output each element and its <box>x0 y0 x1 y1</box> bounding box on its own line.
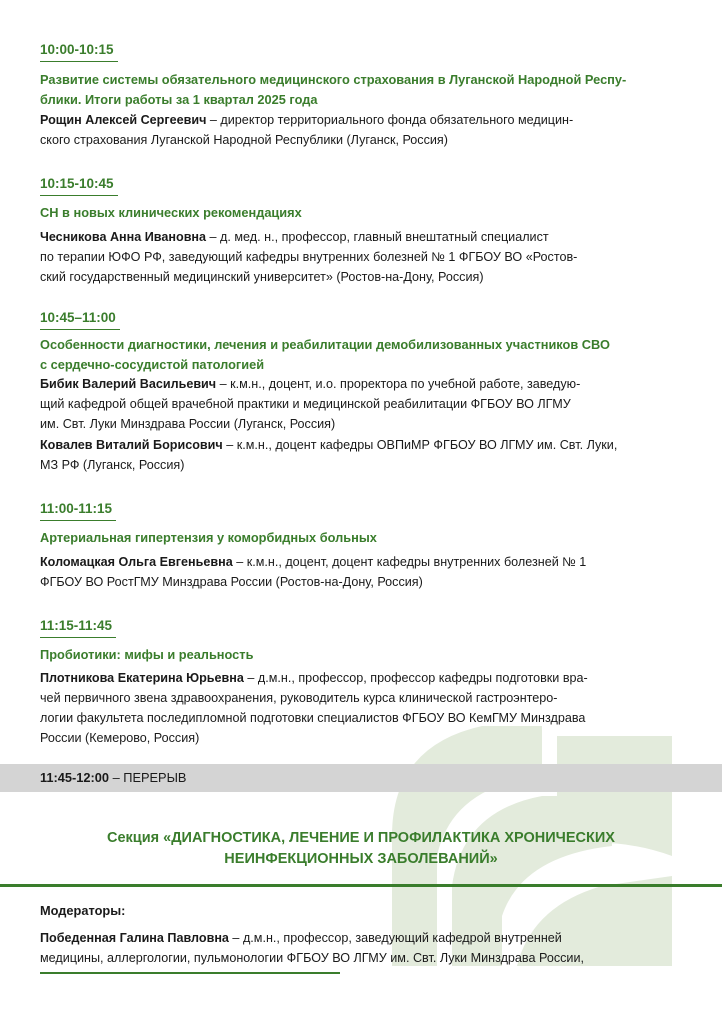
speaker-name: Победенная Галина Павловна <box>40 931 229 945</box>
session-time: 11:00-11:15 <box>40 501 116 521</box>
talk-title: Особенности диагностики, лечения и реабилитации демобилизованных участников СВО с сердечно-сосудистой патологией <box>40 337 610 372</box>
session-time: 10:15-10:45 <box>40 176 118 196</box>
speaker-name: Плотникова Екатерина Юрьевна <box>40 671 244 685</box>
section-title: Секция «ДИАГНОСТИКА, ЛЕЧЕНИЕ И ПРОФИЛАКТИКА ХРОНИЧЕСКИХ НЕИНФЕКЦИОННЫХ ЗАБОЛЕВАНИЙ» <box>107 830 615 867</box>
speaker-name: Ковалев Виталий Борисович <box>40 438 223 452</box>
speaker-name: Коломацкая Ольга Евгеньевна <box>40 555 233 569</box>
bottom-divider <box>40 972 340 974</box>
talk-title: Развитие системы обязательного медицинского страхования в Луганской Народной Респу- блики. Итоги работы за 1 квартал 2025 года <box>40 72 627 107</box>
speaker-name: Чесникова Анна Ивановна <box>40 230 207 244</box>
speaker-entry: Чесникова Анна Ивановна – д. мед. н., профессор, главный внештатный специалист по терапии ЮФО РФ, заведующий кафедры внутренних болезней № 1 ФГБОУ ВО «Ростов- ский государственный медицинский университет» (Ростов-на-Дону, Россия) <box>40 230 578 284</box>
section-divider <box>0 884 722 887</box>
speaker-entry: Рощин Алексей Сергеевич – директор территориального фонда обязательного медицин- ского страхования Луганской Народной Республики (Луганск, Россия) <box>40 113 574 147</box>
session-time: 10:00-10:15 <box>40 42 118 62</box>
speaker-name: Рощин Алексей Сергеевич <box>40 113 207 127</box>
talk-title: Пробиотики: мифы и реальность <box>40 647 254 662</box>
session-time: 10:45–11:00 <box>40 310 120 330</box>
speaker-entry: Коломацкая Ольга Евгеньевна – к.м.н., доцент, доцент кафедры внутренних болезней № 1 ФГБОУ ВО РостГМУ Минздрава России (Ростов-на-Дону, Россия) <box>40 555 587 589</box>
moderators-label: Модераторы: <box>40 903 126 918</box>
talk-title: Артериальная гипертензия у коморбидных больных <box>40 530 377 545</box>
speaker-entry: Бибик Валерий Васильевич – к.м.н., доцент, и.о. проректора по учебной работе, заведую- щий кафедрой общей врачебной практики и медицинской реабилитации ФГБОУ ВО ЛГМУ им. Свт. Луки Минздрава России (Луганск, Россия) <box>40 377 581 431</box>
moderator-entry: Победенная Галина Павловна – д.м.н., профессор, заведующий кафедрой внутренней медицины, аллергологии, пульмонологии ФГБОУ ВО ЛГМУ им. Свт. Луки Минздрава России, <box>40 931 584 965</box>
session-time: 11:15-11:45 <box>40 618 116 638</box>
break-label: 11:45-12:00 – ПЕРЕРЫВ <box>40 770 187 785</box>
speaker-entry: Ковалев Виталий Борисович – к.м.н., доцент кафедры ОВПиМР ФГБОУ ВО ЛГМУ им. Свт. Луки, МЗ РФ (Луганск, Россия) <box>40 438 618 472</box>
speaker-name: Бибик Валерий Васильевич <box>40 377 217 391</box>
break-band <box>0 764 722 792</box>
talk-title: СН в новых клинических рекомендациях <box>40 205 302 220</box>
speaker-entry: Плотникова Екатерина Юрьевна – д.м.н., профессор, профессор кафедры подготовки вра- чей первичного звена здравоохранения, руководитель курса клинической гастроэнтеро- логии факультета последипломной подготовки специалистов ФГБОУ ВО КемГМУ Минздрава России (Кемерово, Россия) <box>40 671 588 745</box>
